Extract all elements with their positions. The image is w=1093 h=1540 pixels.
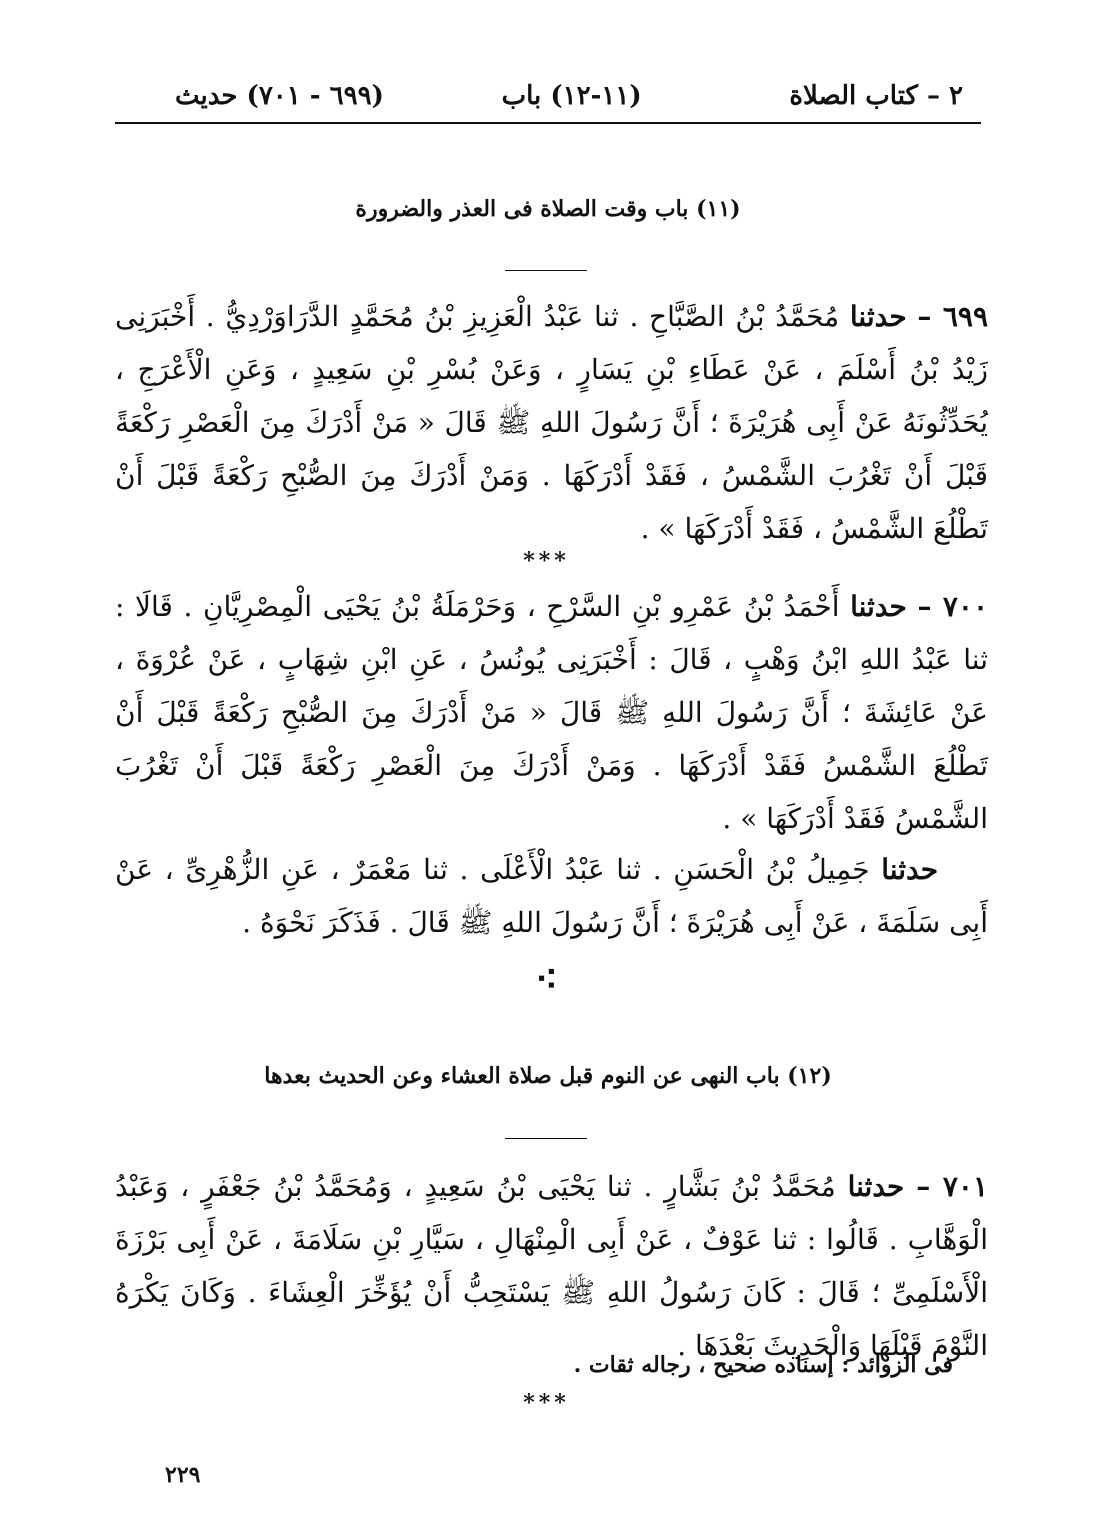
header-bab-range: (١١-١٢) باب: [501, 81, 642, 111]
hadith-699: [115, 290, 988, 555]
hadith-699-text: مُحَمَّدُ بْنُ الصَّبَّاحِ . ثنا عَبْدُ الْعَزِيزِ بْنُ مُحَمَّدٍ الدَّرَاوَرْدِيُّ . أَخْبَرَنِى زَيْدُ بْنُ أَسْلَمَ ، عَنْ عَطَاءِ بْنِ يَسَارٍ ، وَعَنْ بُسْرِ بْنِ سَعِيدٍ ، وَعَنِ الْأَعْرَجِ ، يُحَدِّثُونَهُ عَنْ أَبِى هُرَيْرَةَ ؛ أَنَّ رَسُولَ اللهِ ﷺ قَالَ « مَنْ أَدْرَكَ مِنَ الْعَصْرِ رَكْعَةً قَبْلَ أَنْ تَغْرُبَ الشَّمْسُ ، فَقَدْ أَدْرَكَهَا . وَمَنْ أَدْرَكَ مِنَ الصُّبْحِ رَكْعَةً قَبْلَ أَنْ تَطْلُعَ الشَّمْسُ ، فَقَدْ أَدْرَكَهَا » .: [115, 300, 988, 545]
separator-stars-3: ***: [523, 1390, 570, 1416]
hadith-700-second-chain: [115, 843, 988, 949]
hadith-701-lead: حدثنا: [847, 1170, 905, 1203]
chapter-12-rule: [505, 1138, 587, 1139]
page-number: ٢٢٩: [165, 1462, 201, 1488]
chapter-11-title: (١١) باب وقت الصلاة فى العذر والضرورة: [355, 196, 741, 222]
hadith-700: [115, 580, 988, 845]
hadith-701: [115, 1160, 988, 1372]
header-hadith-range: (٦٩٩ - ٧٠١) حديث: [175, 81, 384, 111]
hadith-700-number: ٧٠٠ –: [917, 590, 988, 623]
chapter-12-title: (١٢) باب النهى عن النوم قبل صلاة العشاء وعن الحديث بعدها: [264, 1063, 832, 1089]
hadith-701-text: مُحَمَّدُ بْنُ بَشَّارٍ . ثنا يَحْيَى بْنُ سَعِيدٍ ، وَمُحَمَّدُ بْنُ جَعْفَرٍ ، وَعَبْدُ الْوَهَّابِ . قَالُوا : ثنا عَوْفٌ ، عَنْ أَبِى الْمِنْهَالِ ، سَيَّارِ بْنِ سَلَامَةَ ، عَنْ أَبِى بَرْزَةَ الْأَسْلَمِىِّ ؛ قَالَ : كَانَ رَسُولُ اللهِ ﷺ يَسْتَحِبُّ أَنْ يُؤَخِّرَ الْعِشَاءَ . وَكَانَ يَكْرَهُ النَّوْمَ قَبْلَهَا وَالْحَدِيثَ بَعْدَهَا .: [115, 1170, 988, 1362]
separator-stars-1: ***: [523, 548, 570, 574]
separator-dots-2: ⁖: [534, 956, 559, 1003]
zawaid-note: فى الزوائد : إسناده صحيح ، رجاله ثقات .: [573, 1352, 953, 1378]
header-book-title: ٢ – كتاب الصلاة: [789, 81, 963, 111]
chapter-11-rule: [505, 270, 587, 271]
hadith-700-lead: حدثنا: [850, 590, 907, 623]
hadith-700-text: أَحْمَدُ بْنُ عَمْرِو بْنِ السَّرْحِ ، وَحَرْمَلَةُ بْنُ يَحْيَى الْمِصْرِيَّانِ . قَالَا : ثنا عَبْدُ اللهِ ابْنُ وَهْبٍ ، قَالَ : أَخْبَرَنِى يُونُسُ ، عَنِ ابْنِ شِهَابٍ ، عَنْ عُرْوَةَ ، عَنْ عَائِشَةَ ؛ أَنَّ رَسُولَ اللهِ ﷺ قَالَ « مَنْ أَدْرَكَ مِنَ الصُّبْحِ رَكْعَةً قَبْلَ أَنْ تَطْلُعَ الشَّمْسُ فَقَدْ أَدْرَكَهَا . وَمَنْ أَدْرَكَ مِنَ الْعَصْرِ رَكْعَةً قَبْلَ أَنْ تَغْرُبَ الشَّمْسُ فَقَدْ أَدْرَكَهَا » .: [115, 590, 988, 835]
running-header: [175, 74, 963, 118]
hadith-699-lead: حدثنا: [849, 300, 907, 333]
hadith-699-number: ٦٩٩ –: [917, 300, 989, 333]
hadith-700b-text: جَمِيلُ بْنُ الْحَسَنِ . ثنا عَبْدُ الْأَعْلَى . ثنا مَعْمَرٌ ، عَنِ الزُّهْرِىِّ ، عَنْ أَبِى سَلَمَةَ ، عَنْ أَبِى هُرَيْرَةَ ؛ أَنَّ رَسُولَ اللهِ ﷺ قَالَ . فَذَكَرَ نَحْوَهُ .: [115, 853, 988, 939]
hadith-701-number: ٧٠١ –: [916, 1170, 989, 1203]
hadith-700b-lead: حدثنا: [881, 853, 938, 886]
header-rule: [115, 122, 981, 124]
